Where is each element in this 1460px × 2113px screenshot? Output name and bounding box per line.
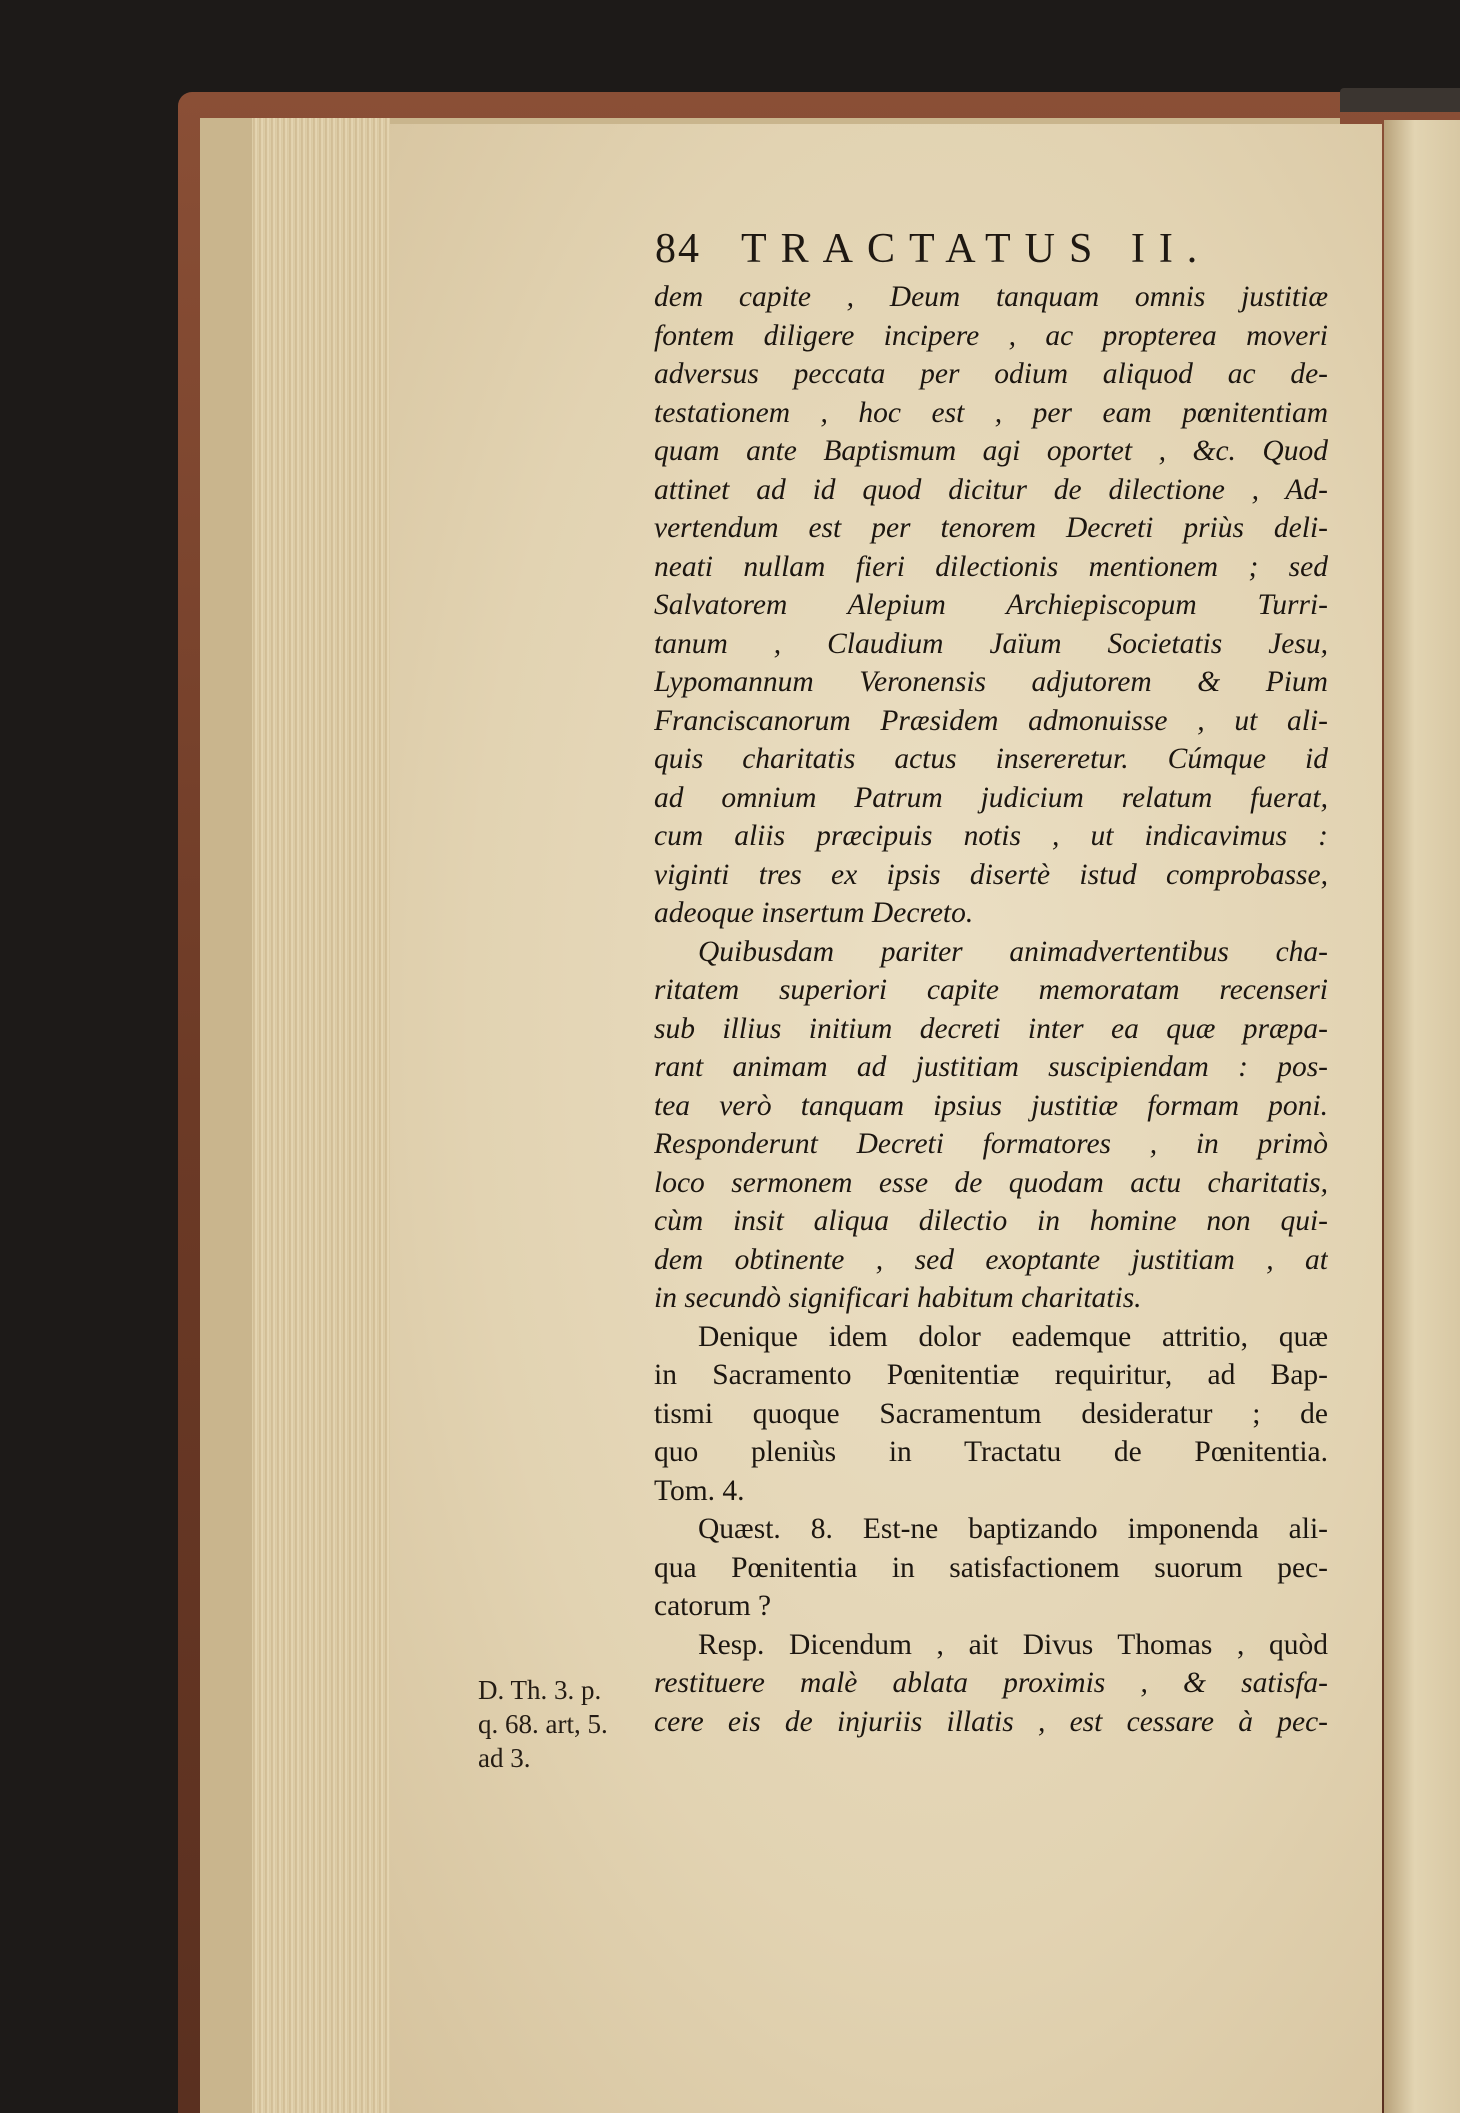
margin-note-line: q. 68. art, 5. — [478, 1709, 608, 1739]
text-line: cere eis de injuriis illatis , est cessare à pec- — [654, 1705, 1328, 1738]
text-line: Salvatorem Alepium Archiepiscopum Turri- — [654, 589, 1328, 621]
text-line: cùm insit aliqua dilectio in homine non qui- — [654, 1205, 1328, 1237]
text-line: Denique idem dolor eademque attritio, quæ — [698, 1320, 1328, 1353]
text-line: quam ante Baptismum agi oportet , &c. Quod — [654, 435, 1328, 467]
text-line: fontem diligere incipere , ac propterea moveri — [654, 319, 1328, 352]
text-line: quis charitatis actus insereretur. Cúmque id — [654, 743, 1328, 775]
text-line: Tom. 4. — [654, 1474, 745, 1507]
page-edges — [252, 118, 390, 2113]
text-line: Franciscanorum Præsidem admonuisse , ut ali- — [654, 704, 1328, 737]
facing-page-edge — [1384, 120, 1460, 2113]
text-line: restituere malè ablata proximis , & satisfa- — [654, 1667, 1328, 1699]
text-line: tanum , Claudium Jaïum Societatis Jesu, — [654, 627, 1328, 660]
running-header — [655, 225, 1305, 273]
text-line: viginti tres ex ipsis disertè istud comprobasse, — [654, 858, 1328, 891]
text-line: tea verò tanquam ipsius justitiæ formam poni. — [654, 1089, 1328, 1122]
running-title: TRACTATUS II. — [741, 226, 1212, 272]
text-line: Resp. Dicendum , ait Divus Thomas , quòd — [698, 1628, 1328, 1661]
margin-note-line: ad 3. — [478, 1743, 531, 1773]
text-line: Responderunt Decreti formatores , in primò — [654, 1128, 1328, 1160]
text-line: Lypomannum Veronensis adjutorem & Pium — [654, 666, 1328, 698]
text-line: loco sermonem esse de quodam actu charitatis, — [654, 1166, 1328, 1199]
text-line: in Sacramento Pœnitentiæ requiritur, ad Bap- — [654, 1359, 1328, 1391]
text-line: Quibusdam pariter animadvertentibus cha- — [698, 935, 1328, 968]
text-line: dem obtinente , sed exoptante justitiam , at — [654, 1243, 1328, 1276]
text-line: quo pleniùs in Tractatu de Pœnitentia. — [654, 1436, 1328, 1468]
text-line: adversus peccata per odium aliquod ac de- — [654, 358, 1328, 390]
margin-note-line: D. Th. 3. p. — [478, 1675, 602, 1705]
text-line: ad omnium Patrum judicium relatum fuerat, — [654, 781, 1328, 814]
text-line: neati nullam fieri dilectionis mentionem ; sed — [654, 550, 1328, 583]
text-line: ritatem superiori capite memoratam recenseri — [654, 974, 1328, 1006]
text-line: catorum ? — [654, 1590, 772, 1622]
page-body-text — [654, 278, 1328, 1741]
text-line: qua Pœnitentia in satisfactionem suorum pec- — [654, 1551, 1328, 1584]
text-line: dem capite , Deum tanquam omnis justitiæ — [654, 281, 1328, 313]
margin-citation — [478, 1673, 654, 1775]
text-line: Quæst. 8. Est-ne baptizando imponenda ali- — [698, 1513, 1328, 1545]
text-line: in secundò significari habitum charitatis. — [654, 1282, 1142, 1314]
text-line: attinet ad id quod dicitur de dilectione , Ad- — [654, 473, 1328, 506]
text-line: adeoque insertum Decreto. — [654, 897, 974, 929]
text-line: sub illius initium decreti inter ea quæ præpa- — [654, 1012, 1328, 1045]
page-number: 84 — [655, 226, 701, 272]
text-line: rant animam ad justitiam suscipiendam : pos- — [654, 1051, 1328, 1083]
text-line: cum aliis præcipuis notis , ut indicavimus : — [654, 820, 1328, 852]
bookmark-ribbon — [1340, 88, 1460, 112]
text-line: tismi quoque Sacramentum desideratur ; de — [654, 1397, 1328, 1430]
text-line: vertendum est per tenorem Decreti priùs deli- — [654, 512, 1328, 544]
text-line: testationem , hoc est , per eam pœnitentiam — [654, 396, 1328, 429]
